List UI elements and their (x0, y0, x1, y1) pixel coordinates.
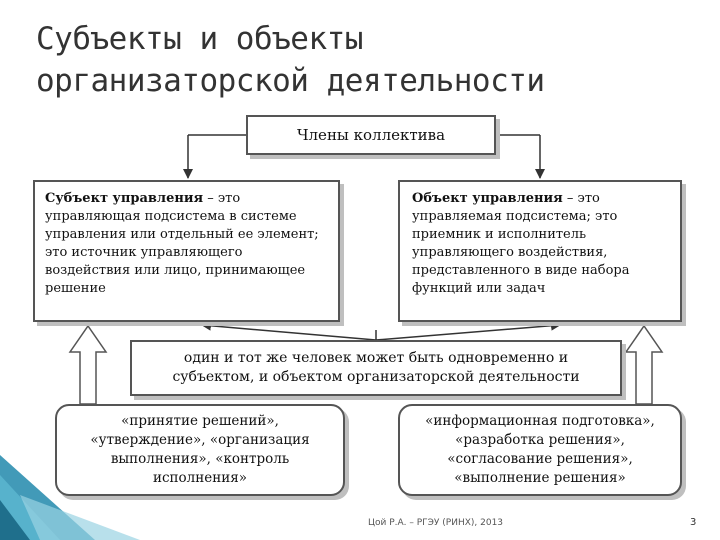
title-line-1: Субъекты и объекты (36, 21, 363, 57)
center-box (130, 340, 622, 396)
object-definition: – это управляемая подсистема; это приемник и исполнитель управляющего воздействия, представленного в виде набора функций или задач (412, 191, 630, 296)
arrow-center-to-subject (202, 325, 376, 340)
center-text: один и тот же человек может быть одновременно и субъектом, и объектом организаторской деятельности (172, 350, 580, 385)
object-functions-text: «информационная подготовка», «разработка решения», «согласование решения», «выполнение решения» (425, 413, 655, 486)
object-lead: Объект управления (412, 191, 563, 206)
members-label: Члены коллектива (296, 126, 446, 144)
subject-lead: Субъект управления (45, 191, 204, 206)
hollow-arrow-left (70, 326, 106, 404)
object-text (412, 190, 668, 298)
footer-author: Цой Р.А. – РГЭУ (РИНХ), 2013 (368, 518, 504, 528)
object-functions-box (398, 404, 682, 496)
arrow-center-to-object (376, 325, 560, 340)
object-box (398, 180, 682, 322)
subject-definition: – это управляющая подсистема в системе управления или отдельный ее элемент; это источник управляющего воздействия или лицо, принимающее решение (45, 191, 319, 296)
title-line-2: организаторской деятельности (36, 63, 545, 99)
subject-box (33, 180, 340, 322)
subject-text (45, 190, 328, 298)
hollow-arrow-right (626, 326, 662, 404)
corner-decoration (0, 440, 140, 540)
members-box (246, 115, 496, 155)
page-number: 3 (690, 517, 697, 528)
subject-functions-text: «принятие решений», «утверждение», «организация выполнения», «контроль исполнения» (90, 413, 310, 486)
